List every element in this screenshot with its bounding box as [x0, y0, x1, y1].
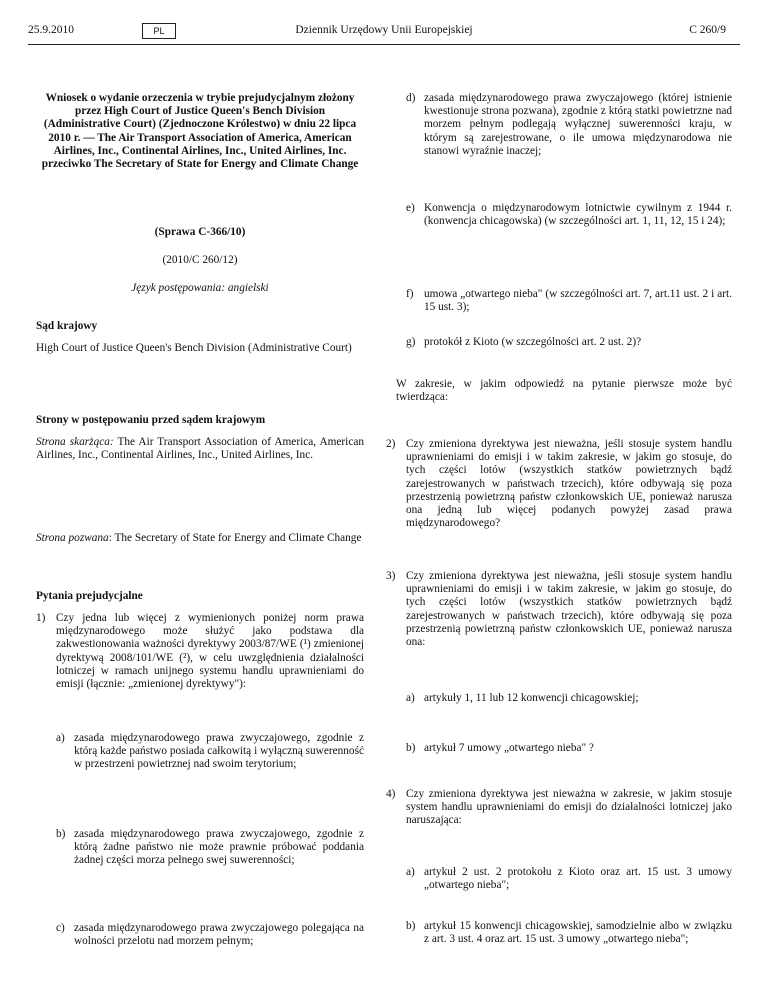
item-text: zasada międzynarodowego prawa zwyczajowego, zgodnie z którą każde państwo posiada całkowitą i wyłączną suwerenność w przestrzeni powietrznej nad swoim terytorium;: [74, 732, 364, 771]
item-text: artykuł 15 konwencji chicagowskiej, samodzielnie albo w związku z art. 3 ust. 4 oraz art. 15 ust. 3 umowy „otwartego nieba";: [424, 920, 732, 946]
claimant-label: Strona skarżąca:: [36, 436, 114, 448]
item-text: zasada międzynarodowego prawa zwyczajowego (której istnienie kwestionuje strona pozwana), zgodnie z którą statki powietrzne nad morzem pełnym podlegają wyłącznej suwerenności kraju, w którym są zarejestrowane, o ile umowa międzynarodowa nie stanowi wyraźnie inaczej;: [424, 92, 732, 157]
question-number: 3): [386, 570, 396, 582]
page-header: [0, 22, 768, 42]
question-3a: [406, 692, 732, 705]
question-text: Czy jedna lub więcej z wymienionych poniżej norm prawa międzynarodowego może służyć jako podstawa dla zakwestionowania ważności dyrektywy 2003/87/WE (¹) zmienionej dyrektywą 2008/101/WE (²), w celu uwzględnienia działalności lotniczej w ramach unijnego systemu handlu uprawnieniami do emisji (łącznie: „zmienionej dyrektywy"):: [56, 612, 364, 691]
item-text: zasada międzynarodowego prawa zwyczajowego, zgodnie z którą żadne państwo nie może prawnie próbować poddania żadnej części morza pełnego swej suwerenności;: [74, 828, 364, 867]
question-text: Czy zmieniona dyrektywa jest nieważna, jeśli stosuje system handlu uprawnieniami do emisji i w takim zakresie, w jakim go stosuje, do tych części lotów (wszystkich statków powietrznych bądź zarejestrowanych w państwach trzecich), które odbywają się poza przestrzenią powietrzną państw członkowskich UE, ponieważ narusza ona jedną lub więcej podanych powyżej zasad prawa międzynarodowego?: [406, 438, 732, 530]
claimant-text: The Air Transport Association of America, American Airlines, Inc., Continental Airlines, Inc., United Airlines, Inc.: [36, 436, 364, 462]
court-heading: Sąd krajowy: [36, 320, 98, 332]
item-text: Konwencja o międzynarodowym lotnictwie cywilnym z 1944 r. (konwencja chicagowska) (w szczególności art. 1, 11, 12, 15 i 24);: [424, 202, 732, 228]
item-letter: b): [56, 828, 66, 840]
questions-heading: Pytania prejudycjalne: [36, 590, 143, 602]
item-letter: a): [406, 692, 415, 704]
question-1b: [56, 828, 364, 868]
question-1a: [56, 732, 364, 772]
item-letter: c): [56, 922, 65, 934]
language-badge: PL: [142, 23, 176, 39]
item-text: zasada międzynarodowego prawa zwyczajowego polegająca na wolności przelotu nad morzem pełnym;: [74, 922, 364, 948]
question-4: [386, 788, 732, 828]
item-text: protokół z Kioto (w szczególności art. 2 ust. 2)?: [424, 336, 642, 348]
item-text: artykuły 1, 11 lub 12 konwencji chicagowskiej;: [424, 692, 639, 704]
intro-paragraph: W zakresie, w jakim odpowiedź na pytanie pierwsze może być twierdząca:: [396, 378, 732, 404]
question-3: [386, 570, 732, 649]
question-1: [36, 612, 364, 691]
item-letter: g): [406, 336, 416, 348]
journal-title: Dziennik Urzędowy Unii Europejskiej: [295, 24, 473, 36]
publication-date: 25.9.2010: [28, 24, 74, 36]
question-number: 4): [386, 788, 396, 800]
question-1g: [406, 336, 732, 349]
parties-heading: Strony w postępowaniu przed sądem krajowym: [36, 414, 266, 426]
page-reference: C 260/9: [689, 24, 726, 36]
item-text: artykuł 7 umowy „otwartego nieba" ?: [424, 742, 594, 754]
language-label: Język postępowania: angielski: [131, 282, 269, 294]
question-2: [386, 438, 732, 530]
question-text: Czy zmieniona dyrektywa jest nieważna w zakresie, w jakim stosuje system handlu uprawnieniami do emisji do działalności lotniczej jako naruszająca:: [406, 788, 732, 827]
claimant-paragraph: [36, 436, 364, 462]
item-letter: b): [406, 742, 416, 754]
item-letter: d): [406, 92, 416, 104]
item-letter: e): [406, 202, 415, 214]
question-1c: [56, 922, 364, 948]
defendant-paragraph: [36, 532, 364, 545]
item-letter: a): [56, 732, 65, 744]
defendant-text: : The Secretary of State for Energy and Climate Change: [108, 532, 362, 544]
question-1d: [406, 92, 732, 158]
question-3b: [406, 742, 732, 755]
item-letter: a): [406, 866, 415, 878]
item-text: umowa „otwartego nieba" (w szczególności art. 7, art.11 ust. 2 i art. 15 ust. 3);: [424, 288, 732, 314]
question-number: 1): [36, 612, 46, 624]
item-letter: f): [406, 288, 414, 300]
question-4b: [406, 920, 732, 946]
question-1e: [406, 202, 732, 228]
document-ref: (2010/C 260/12): [162, 254, 238, 266]
defendant-label: Strona pozwana: [36, 532, 109, 544]
court-text: High Court of Justice Queen's Bench Division (Administrative Court): [36, 342, 352, 354]
question-text: Czy zmieniona dyrektywa jest nieważna, jeśli stosuje system handlu uprawnieniami do emisji i w takim zakresie, w jakim go stosuje, do tych części lotów (wszystkich statków powietrznych bądź zarejestrowanych w państwach trzecich), które odbywają się poza przestrzenią powietrzną państw członkowskich UE, ponieważ narusza ona:: [406, 570, 732, 649]
header-rule: [28, 44, 740, 45]
case-number: (Sprawa C-366/10): [154, 226, 246, 238]
question-number: 2): [386, 438, 396, 450]
question-4a: [406, 866, 732, 892]
document-title: Wniosek o wydanie orzeczenia w trybie prejudycjalnym złożony przez High Court of Justice Queen's Bench Division (Administrative Court) (Zjednoczone Królestwo) w dniu 22 lipca 2010 r. — The Air Transport Association of America, American Airlines, Inc., Continental Airlines, Inc., United Airlines, Inc. przeciwko The Secretary of State for Energy and Climate Change: [41, 92, 359, 171]
item-text: artykuł 2 ust. 2 protokołu z Kioto oraz art. 15 ust. 3 umowy „otwartego nieba";: [424, 866, 732, 892]
item-letter: b): [406, 920, 416, 932]
question-1f: [406, 288, 732, 314]
